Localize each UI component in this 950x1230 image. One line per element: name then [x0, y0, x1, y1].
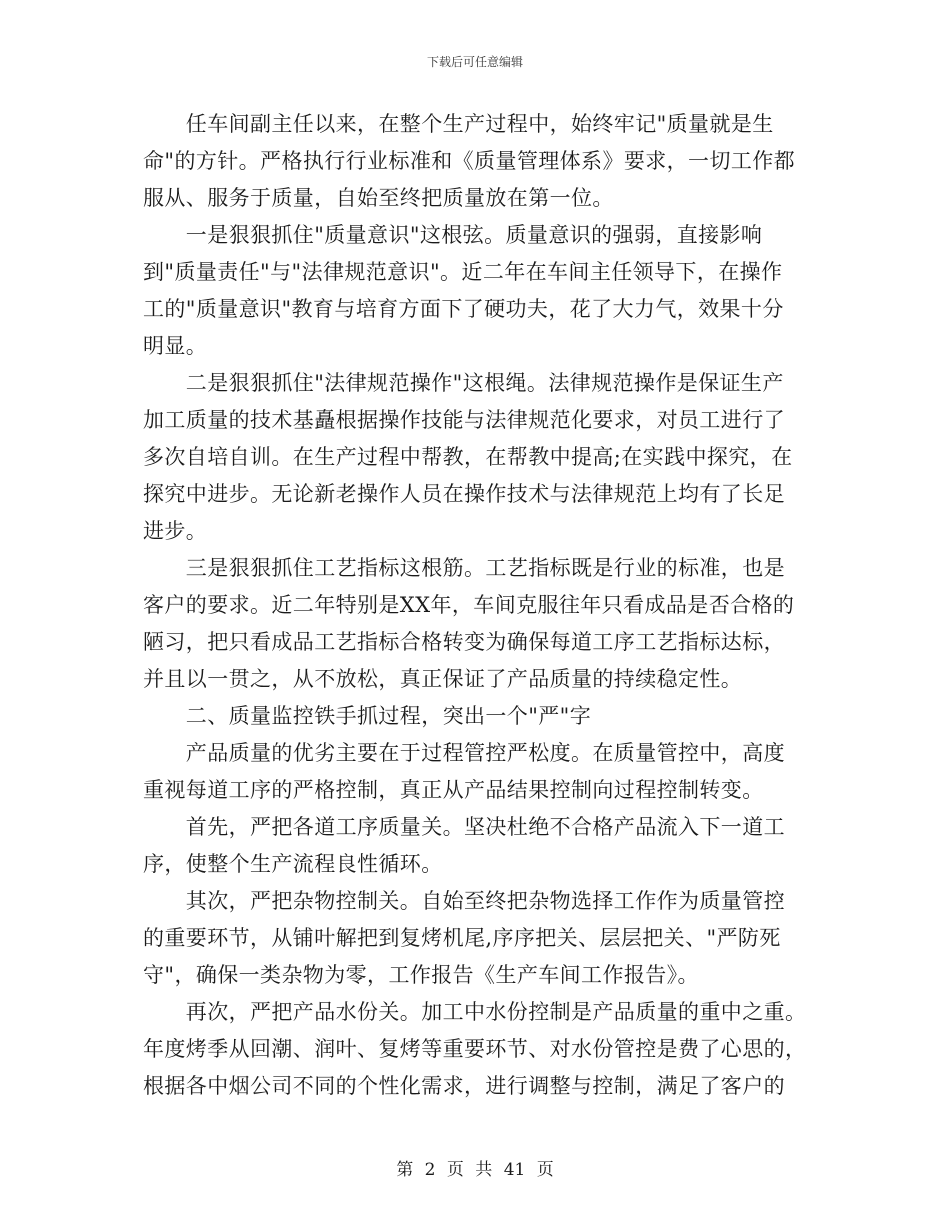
document-body	[143, 106, 808, 1105]
page-header: 下载后可任意编辑	[426, 55, 523, 69]
body-line: 任车间副主任以来，在整个生产过程中，始终牢记"质量就是生	[143, 112, 774, 136]
body-line: 服从、服务于质量，自始至终把质量放在第一位。	[143, 186, 614, 210]
body-line: 加工质量的技术基矗根据操作技能与法律规范化要求，对员工进行了	[143, 408, 785, 432]
body-line: 命"的方针。严格执行行业标准和《质量管理体系》要求，一切工作都	[143, 149, 796, 173]
body-line: 序，使整个生产流程良性循环。	[143, 852, 443, 876]
body-line: 到"质量责任"与"法律规范意识"。近二年在车间主任领导下，在操作	[143, 260, 783, 284]
body-line: 明显。	[143, 334, 208, 358]
body-line: 的重要环节，从铺叶解把到复烤机尾,序序把关、层层把关、"严防死	[143, 926, 781, 950]
body-line: 客户的要求。近二年特别是XX年，车间克服往年只看成品是否合格的	[143, 593, 795, 617]
body-line: 探究中进步。无论新老操作人员在操作技术与法律规范上均有了长足	[143, 482, 785, 506]
body-line: 一是狠狠抓住"质量意识"这根弦。质量意识的强弱，直接影响	[143, 223, 763, 247]
body-line: 三是狠狠抓住工艺指标这根筋。工艺指标既是行业的标准，也是	[143, 556, 785, 580]
body-line: 工的"质量意识"教育与培育方面下了硬功夫，花了大力气，效果十分	[143, 297, 784, 321]
body-line: 再次，严把产品水份关。加工中水份控制是产品质量的重中之重。	[143, 1000, 807, 1024]
page-footer: 第 2 页 共 41 页	[396, 1160, 554, 1180]
body-line: 并且以一贯之，从不放松，真正保证了产品质量的持续稳定性。	[143, 667, 743, 691]
body-line: 其次，严把杂物控制关。自始至终把杂物选择工作作为质量管控	[143, 889, 785, 913]
body-line: 二是狠狠抓住"法律规范操作"这根绳。法律规范操作是保证生产	[143, 371, 784, 395]
body-line: 首先，严把各道工序质量关。坚决杜绝不合格产品流入下一道工	[143, 815, 785, 839]
body-line: 陋习，把只看成品工艺指标合格转变为确保每道工序工艺指标达标，	[143, 630, 785, 654]
body-line: 年度烤季从回潮、润叶、复烤等重要环节、对水份管控是费了心思的，	[143, 1037, 807, 1061]
body-line: 守"，确保一类杂物为零，工作报告《生产车间工作报告》。	[143, 963, 699, 987]
body-line: 根据各中烟公司不同的个性化需求，进行调整与控制，满足了客户的	[143, 1074, 785, 1098]
body-line: 多次自培自训。在生产过程中帮教，在帮教中提高;在实践中探究，在	[143, 445, 793, 469]
body-line: 重视每道工序的严格控制，真正从产品结果控制向过程控制转变。	[143, 778, 764, 802]
body-line: 进步。	[143, 519, 208, 543]
body-line: 产品质量的优劣主要在于过程管控严松度。在质量管控中，高度	[143, 741, 785, 765]
section-heading: 二、质量监控铁手抓过程，突出一个"严"字	[143, 704, 592, 728]
